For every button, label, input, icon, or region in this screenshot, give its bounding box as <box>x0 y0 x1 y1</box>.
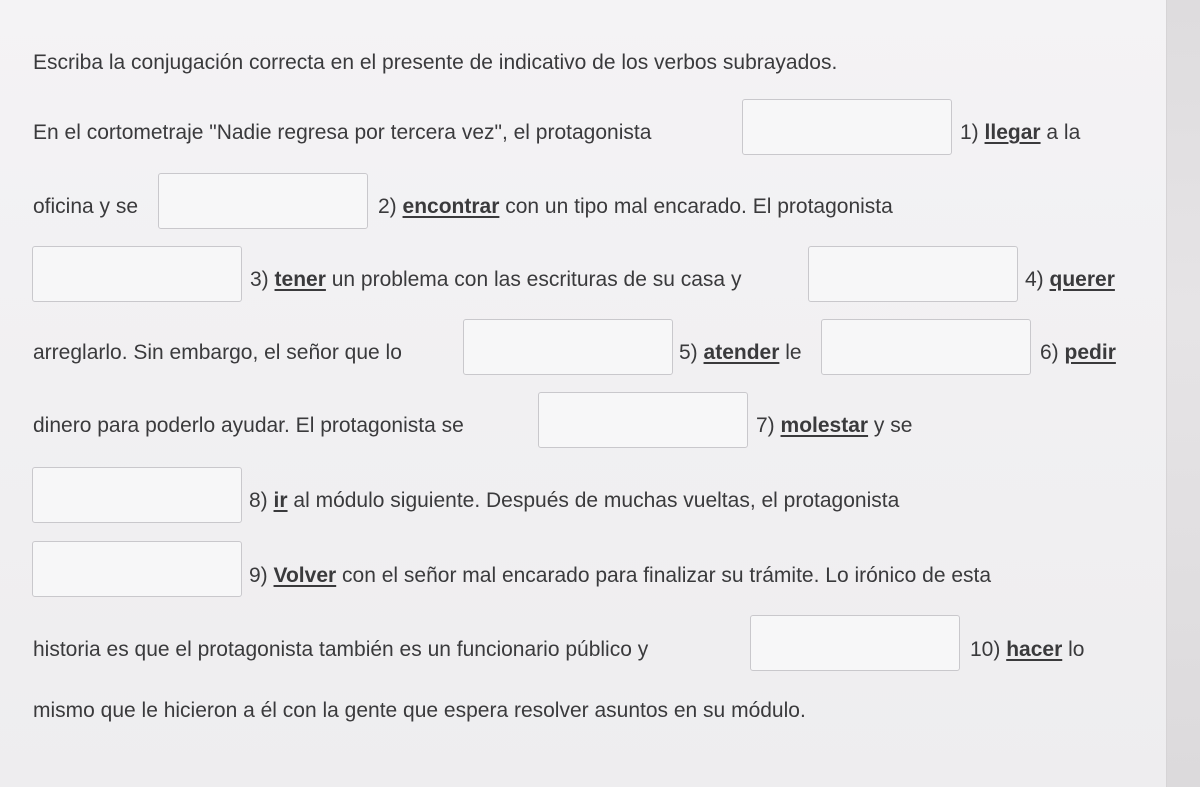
verb-7: molestar <box>780 414 869 437</box>
verb-item-7 <box>756 413 912 439</box>
text-line-8-after: lo <box>1068 638 1085 661</box>
verb-item-4 <box>1025 267 1115 293</box>
text-line-4-mid: le <box>785 341 802 364</box>
item-number-7: 7) <box>756 414 775 437</box>
verb-5: atender <box>703 341 780 364</box>
verb-item-8 <box>249 488 899 514</box>
answer-input-4[interactable] <box>808 246 1018 302</box>
verb-item-6 <box>1040 340 1116 366</box>
item-number-2: 2) <box>378 195 397 218</box>
text-line-2-after: con un tipo mal encarado. El protagonista <box>505 195 893 218</box>
item-number-3: 3) <box>250 268 269 291</box>
answer-input-10[interactable] <box>750 615 960 671</box>
item-number-6: 6) <box>1040 341 1059 364</box>
verb-item-3 <box>250 267 741 293</box>
text-line-9: mismo que le hicieron a él con la gente que espera resolver asuntos en su módulo. <box>33 699 806 722</box>
answer-input-1[interactable] <box>742 99 952 155</box>
verb-item-2 <box>378 194 893 220</box>
verb-9: Volver <box>273 564 337 587</box>
verb-2: encontrar <box>402 195 500 218</box>
item-number-4: 4) <box>1025 268 1044 291</box>
text-line-2: oficina y se <box>33 195 139 218</box>
answer-input-3[interactable] <box>32 246 242 302</box>
verb-8: ir <box>273 489 288 512</box>
item-number-9: 9) <box>249 564 268 587</box>
text-line-3-mid: un problema con las escrituras de su casa y <box>331 268 742 291</box>
instruction-text: Escriba la conjugación correcta en el presente de indicativo de los verbos subrayados. <box>33 51 838 74</box>
text-line-5: dinero para poderlo ayudar. El protagonista se <box>33 414 464 437</box>
item-number-8: 8) <box>249 489 268 512</box>
text-line-8: historia es que el protagonista también es un funcionario público y <box>33 638 649 661</box>
answer-input-9[interactable] <box>32 541 242 597</box>
text-line-6-after: al módulo siguiente. Después de muchas vueltas, el protagonista <box>293 489 900 512</box>
text-line-7-after: con el señor mal encarado para finalizar su trámite. Lo irónico de esta <box>342 564 992 587</box>
item-suffix-1: a la <box>1046 121 1081 144</box>
verb-1: llegar <box>984 121 1041 144</box>
answer-input-8[interactable] <box>32 467 242 523</box>
answer-input-5[interactable] <box>463 319 673 375</box>
verb-10: hacer <box>1006 638 1063 661</box>
answer-input-7[interactable] <box>538 392 748 448</box>
item-number-5: 5) <box>679 341 698 364</box>
text-line-4: arreglarlo. Sin embargo, el señor que lo <box>33 341 402 364</box>
verb-item-1 <box>960 120 1080 146</box>
verb-4: querer <box>1049 268 1115 291</box>
answer-input-6[interactable] <box>821 319 1031 375</box>
verb-item-5 <box>679 340 802 366</box>
verb-item-9 <box>249 563 991 589</box>
item-number-10: 10) <box>970 638 1001 661</box>
text-line-5-after: y se <box>873 414 913 437</box>
verb-item-10 <box>970 637 1084 663</box>
text-line-1: En el cortometraje "Nadie regresa por tercera vez", el protagonista <box>33 121 652 144</box>
item-number-1: 1) <box>960 121 979 144</box>
answer-input-2[interactable] <box>158 173 368 229</box>
verb-6: pedir <box>1064 341 1116 364</box>
verb-3: tener <box>274 268 326 291</box>
